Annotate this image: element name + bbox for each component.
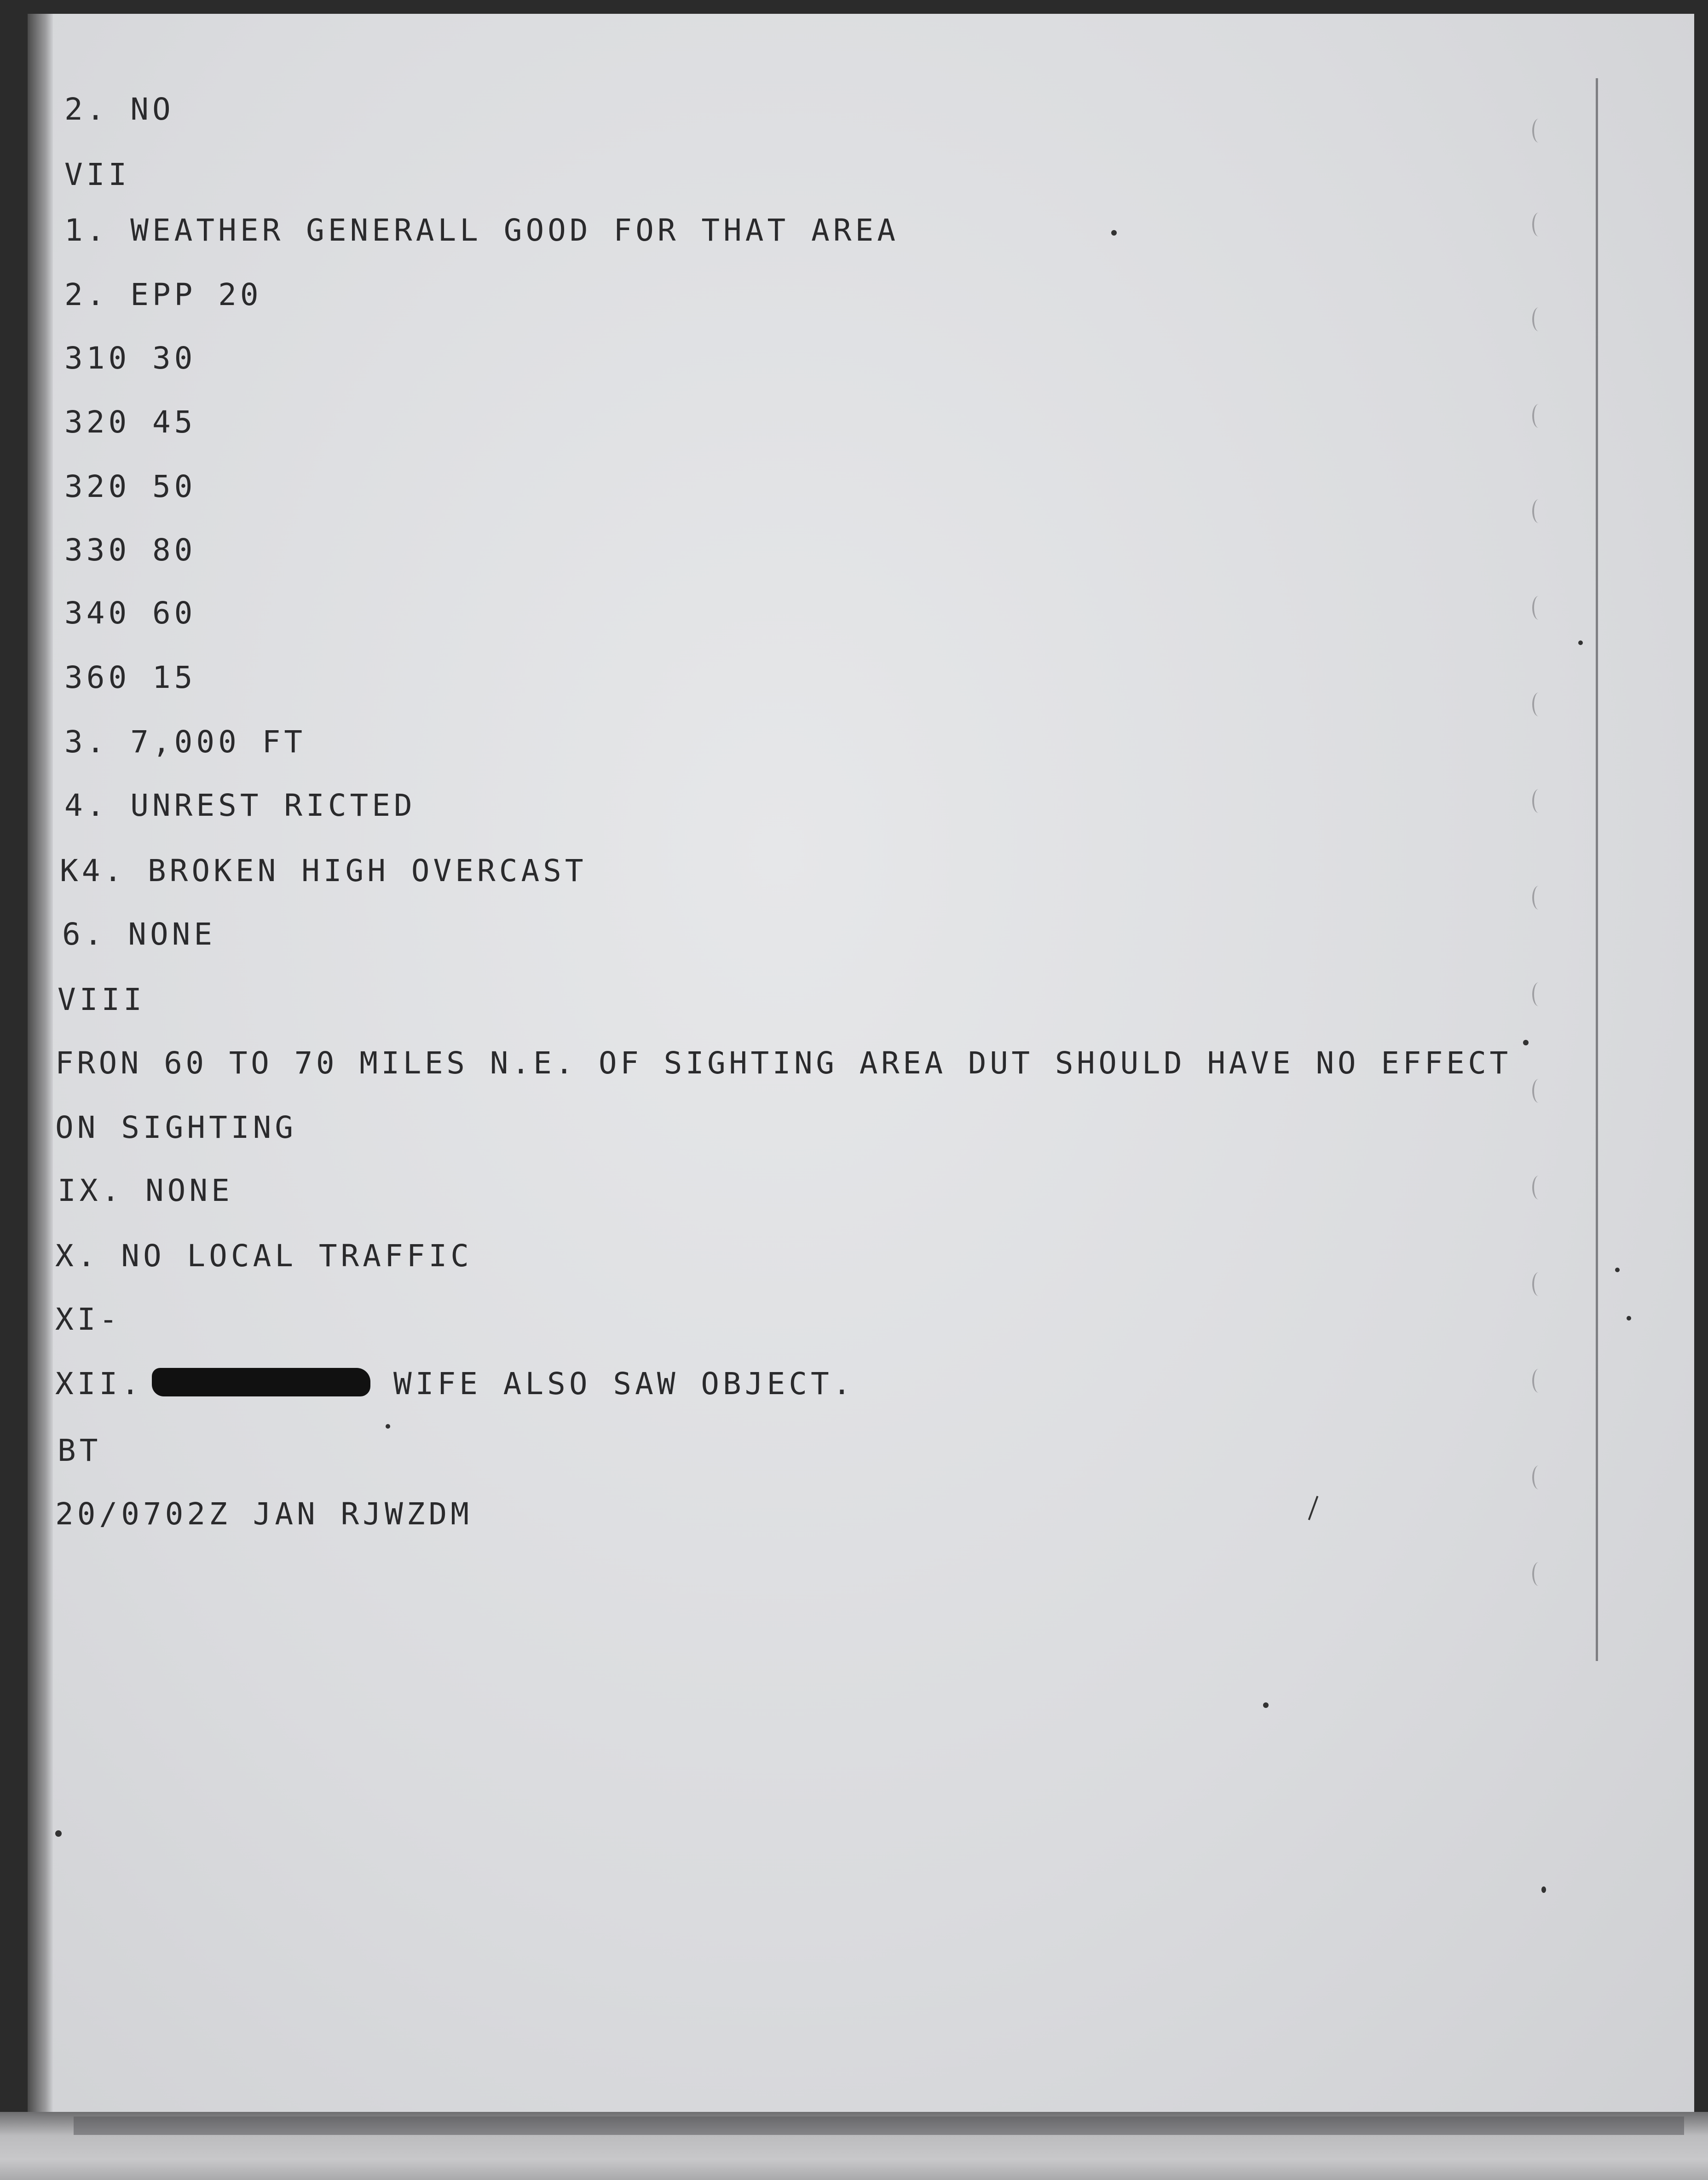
typed-line: 2. EPP 20 (64, 277, 262, 312)
speck (1615, 1268, 1620, 1272)
margin-mark (1532, 789, 1545, 813)
margin-mark (1532, 213, 1545, 236)
margin-mark (1532, 1465, 1545, 1489)
margin-mark (1532, 1176, 1545, 1200)
typed-line: FRON 60 TO 70 MILES N.E. OF SIGHTING AREA DUT SHOULD HAVE NO EFFECT (55, 1045, 1512, 1081)
margin-mark (1532, 1079, 1545, 1103)
typed-line: 340 60 (64, 595, 196, 631)
typed-line: 320 50 (64, 469, 196, 504)
speck (1578, 640, 1583, 645)
margin-mark (1532, 982, 1545, 1006)
typed-line: WIFE ALSO SAW OBJECT. (393, 1366, 855, 1401)
right-margin-line (1596, 78, 1598, 1661)
margin-mark (1532, 404, 1545, 428)
typed-line: 2. NO (64, 92, 174, 127)
typed-line: 1. WEATHER GENERALL GOOD FOR THAT AREA (64, 213, 899, 248)
speck (1111, 230, 1117, 236)
page-bottom-shadow (74, 2117, 1684, 2135)
speck (1541, 1886, 1546, 1893)
typed-line: BT (58, 1433, 102, 1468)
speck (55, 1830, 62, 1837)
page-left-shadow (28, 14, 53, 2112)
typed-line: 3. 7,000 FT (64, 724, 306, 760)
margin-mark (1532, 307, 1545, 331)
typed-line: 320 45 (64, 404, 196, 440)
typed-line: X. NO LOCAL TRAFFIC (55, 1238, 473, 1274)
typed-line: 330 80 (64, 532, 196, 568)
margin-mark (1532, 1369, 1545, 1393)
section-heading: VIII (58, 982, 145, 1017)
speck (1523, 1040, 1529, 1045)
redaction-block (152, 1368, 370, 1396)
speck (1627, 1316, 1631, 1321)
section-heading: XI- (55, 1302, 121, 1337)
typed-line: 310 30 (64, 340, 196, 376)
typed-line: 360 15 (64, 660, 196, 695)
typed-line: XII. (55, 1366, 143, 1401)
speck (386, 1424, 390, 1429)
typed-line: ON SIGHTING (55, 1110, 297, 1145)
margin-mark (1532, 1272, 1545, 1296)
margin-mark (1532, 119, 1545, 143)
speck (1263, 1702, 1269, 1708)
margin-mark (1532, 692, 1545, 716)
margin-mark (1532, 596, 1545, 620)
typed-line: 6. NONE (62, 917, 216, 952)
typed-line: IX. NONE (58, 1173, 233, 1208)
margin-mark (1532, 499, 1545, 523)
margin-mark (1532, 886, 1545, 910)
section-heading: VII (64, 157, 131, 192)
typed-line: K4. BROKEN HIGH OVERCAST (60, 853, 587, 888)
typed-line: 4. UNREST RICTED (64, 788, 416, 823)
margin-mark (1532, 1562, 1545, 1586)
message-footer: 20/0702Z JAN RJWZDM (55, 1496, 473, 1532)
